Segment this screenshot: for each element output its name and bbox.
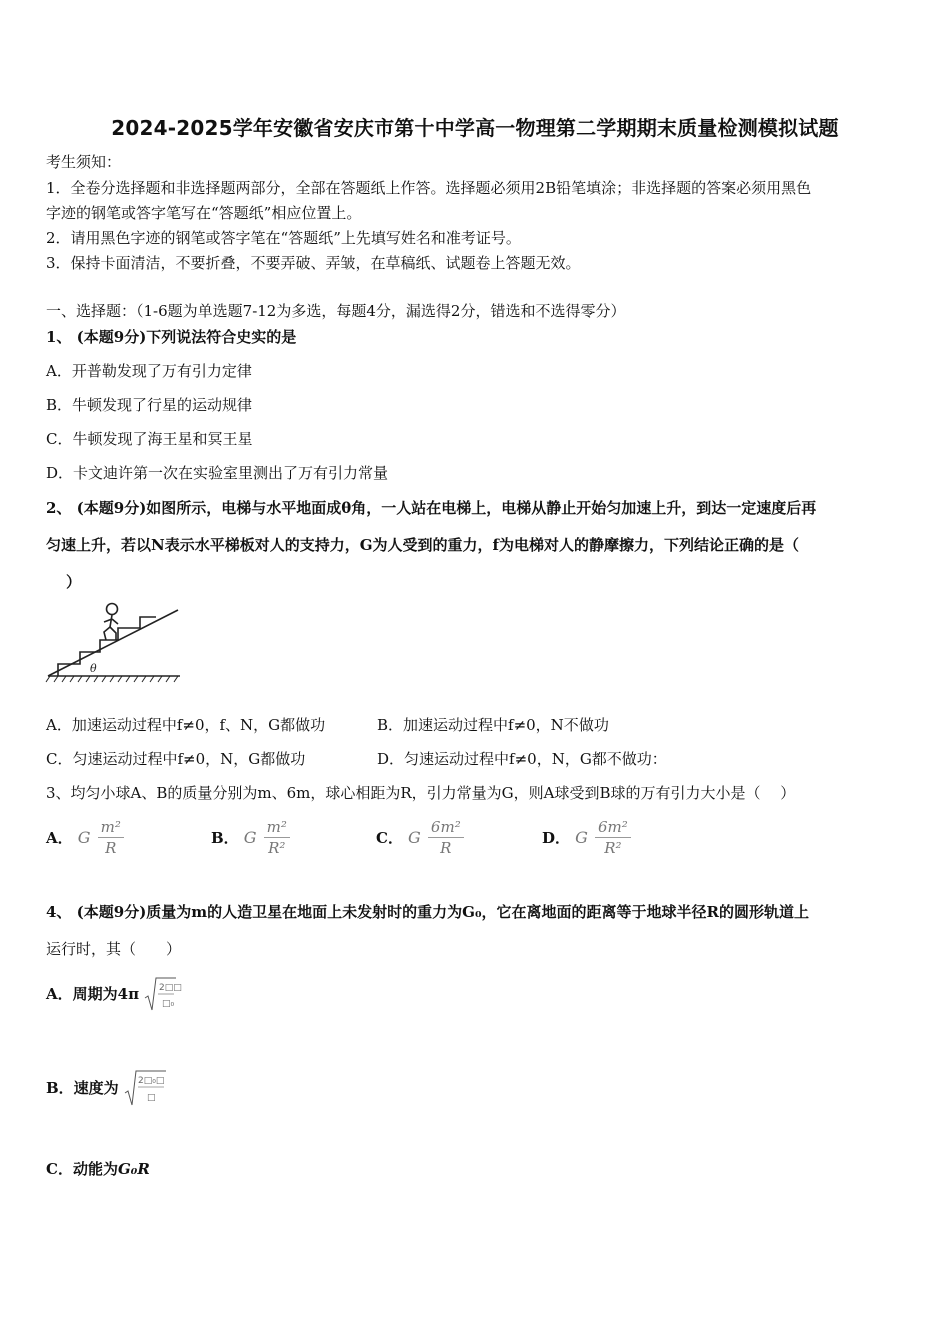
angle-label: θ	[90, 662, 97, 675]
q4-stem-line2: 运行时，其（ ）	[46, 940, 182, 958]
q2-option-d: D．匀速运动过程中f≠0，N，G都不做功：	[377, 750, 667, 768]
q3-option-c: C． G $\frac{\text{6m²}}{R}$	[376, 818, 464, 857]
q4-option-a: A．周期为4π 2□□ □₀	[46, 976, 176, 1012]
sqrt-icon	[144, 976, 182, 1012]
svg-text:2□□: 2□□	[159, 983, 182, 993]
q3-option-d: D． G $\frac{\text{6m²}}{\text{R²}}$	[542, 818, 631, 857]
q3-option-b: B． G $\frac{\text{m²}}{\text{R²}}$	[211, 818, 290, 857]
q3-stem: 3、均匀小球A、B的质量分别为m、6m，球心相距为R，引力常量为G，则A球受到B球的万有引力大小是（ ）	[46, 784, 796, 802]
section-heading: 一、选择题：（1-6题为单选题7-12为多选，每题4分，漏选得2分，错选和不选得零分）	[46, 302, 626, 320]
svg-text:□₀: □₀	[162, 999, 175, 1009]
q2-stem-line1: 2、 (本题9分)如图所示，电梯与水平地面成θ角，一人站在电梯上，电梯从静止开始匀加速上升，到达一定速度后再	[46, 499, 817, 517]
notice-item: 1．全卷分选择题和非选择题两部分，全部在答题纸上作答。选择题必须用2B铅笔填涂；非选择题的答案必须用黑色	[46, 179, 812, 197]
q1-option-b: B．牛顿发现了行星的运动规律	[46, 396, 253, 414]
q1-option-d: D．卡文迪许第一次在实验室里测出了万有引力常量	[46, 464, 389, 482]
q3-option-a: A． G $\frac{\text{m²}}{R}$	[46, 818, 124, 857]
notice-heading: 考生须知：	[46, 153, 122, 171]
notice-item: 字迹的钢笔或答字笔写在“答题纸”相应位置上。	[46, 204, 362, 222]
q2-option-a: A．加速运动过程中f≠0，f、N，G都做功	[46, 716, 326, 734]
q4-stem-line1: 4、 (本题9分)质量为m的人造卫星在地面上未发射时的重力为G₀，它在离地面的距离等于地球半径R的圆形轨道上	[46, 903, 810, 921]
svg-text:2□₀□: 2□₀□	[137, 1076, 165, 1086]
notice-item: 3．保持卡面清洁，不要折叠，不要弄破、弄皱，在草稿纸、试题卷上答题无效。	[46, 254, 581, 272]
q2-option-c: C．匀速运动过程中f≠0，N，G都做功	[46, 750, 306, 768]
page-title: 2024-2025学年安徽省安庆市第十中学高一物理第二学期期末质量检测模拟试题	[111, 116, 839, 140]
q4-option-c: C．动能为G₀R	[46, 1160, 150, 1178]
svg-text:□: □	[146, 1093, 156, 1103]
q4-option-b: B．速度为 2□₀□ □	[46, 1069, 166, 1107]
q2-stem-line2: 匀速上升，若以N表示水平梯板对人的支持力，G为人受到的重力，f为电梯对人的静摩擦力，下列结论正确的是（	[46, 536, 799, 554]
escalator-figure	[46, 600, 186, 688]
q1-stem: 1、 (本题9分)下列说法符合史实的是	[46, 328, 297, 346]
q1-option-a: A．开普勒发现了万有引力定律	[46, 362, 252, 380]
sqrt-icon	[124, 1069, 166, 1107]
q2-option-b: B．加速运动过程中f≠0，N不做功	[377, 716, 609, 734]
q2-stem-line3: ）	[66, 573, 82, 591]
q1-option-c: C．牛顿发现了海王星和冥王星	[46, 430, 253, 448]
notice-item: 2．请用黑色字迹的钢笔或答字笔在“答题纸”上先填写姓名和准考证号。	[46, 229, 521, 247]
